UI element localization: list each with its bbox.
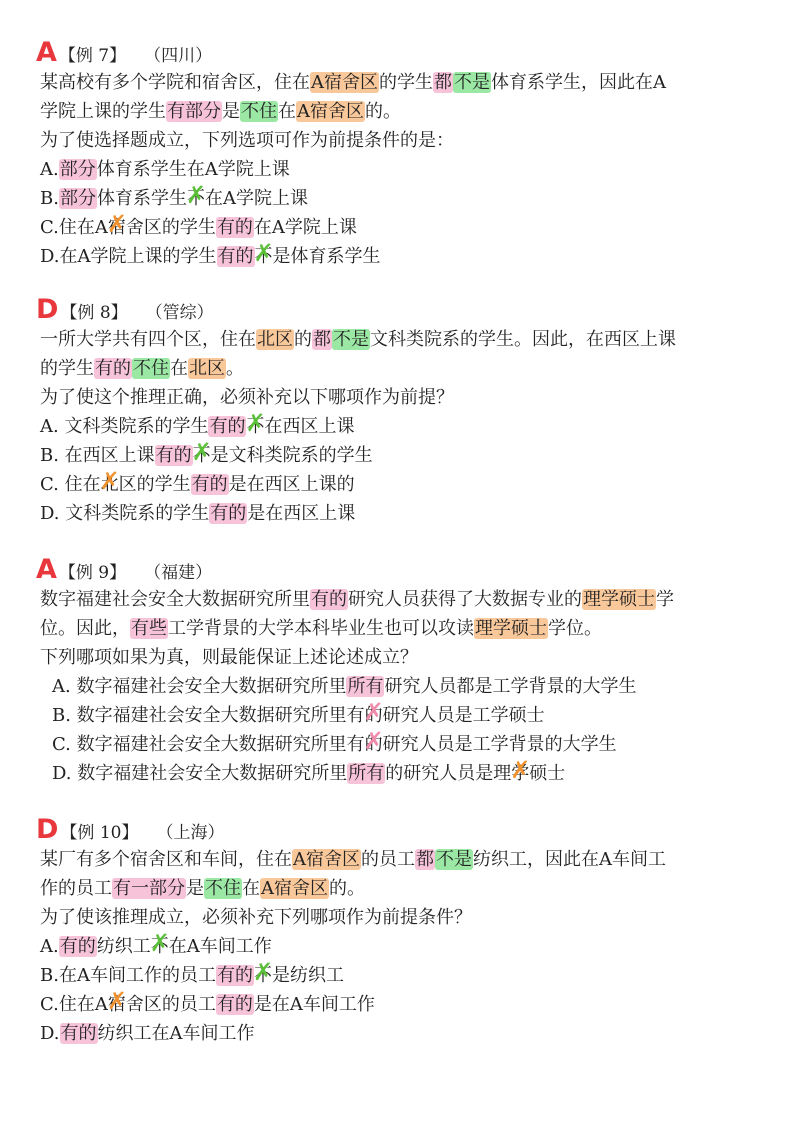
cross-mark-orange: 北 ✗: [101, 470, 119, 499]
cross-mark-green: 不 ✗: [255, 242, 273, 271]
highlight-pink: 有的: [216, 217, 253, 238]
text-run: 研究人员是工学硕士: [382, 705, 545, 726]
highlight-orange: A宿舍区: [311, 72, 378, 93]
text-run: 的员工: [361, 849, 415, 870]
text-run: C. 住在: [40, 474, 101, 495]
text-run: 某厂有多个宿舍区和车间，住在: [40, 849, 292, 870]
highlight-pink: 有的: [217, 246, 254, 267]
text-run: 在: [278, 101, 296, 122]
option-b: [40, 961, 770, 990]
text-run: 的研究人员是理: [385, 763, 512, 784]
option-b: [40, 441, 770, 470]
text-run: A. 数字福建社会安全大数据研究所里: [52, 676, 347, 697]
text-run: 某高校有多个学院和宿舍区，住在: [40, 72, 310, 93]
option-c: [40, 213, 770, 242]
highlight-pink: 有的: [60, 1023, 97, 1044]
highlight-green: 不住: [133, 358, 169, 379]
text-run: 学位。: [548, 618, 602, 639]
text-run: 文科类院系的学生。因此，在西区上课: [370, 329, 676, 350]
text-run: 在西区上课: [264, 416, 355, 437]
problem-source: （上海）: [156, 822, 225, 843]
text-run: 。: [226, 358, 244, 379]
text-run: B.: [40, 188, 59, 209]
text-run: 学: [656, 589, 674, 610]
text-run: 纺织工: [96, 936, 151, 957]
text-run: 在A学院上课: [253, 217, 357, 238]
problem-title: 【例 8】: [60, 302, 128, 323]
option-d: [40, 499, 770, 528]
text-run: 硕士: [529, 763, 566, 784]
stem-line: [40, 68, 770, 97]
option-c: [40, 730, 770, 759]
text-run: 的: [294, 329, 312, 350]
highlight-green: 不住: [241, 101, 277, 122]
option-c: [40, 470, 770, 499]
highlight-orange: A宿舍区: [297, 101, 364, 122]
text-run: D. 数字福建社会安全大数据研究所里: [52, 763, 348, 784]
highlight-green: 不是: [333, 329, 369, 350]
text-run: 研究人员获得了大数据专业的: [348, 589, 582, 610]
stem-line: [40, 354, 770, 383]
text-run: 在A学院上课: [204, 188, 308, 209]
text-run: 纺织工在A车间工作: [97, 1023, 255, 1044]
text-run: 舍区的学生: [125, 217, 216, 238]
highlight-pink: 部分: [59, 188, 96, 209]
stem-line: [40, 97, 770, 126]
text-run: 的。: [329, 878, 365, 899]
highlight-pink: 有的: [209, 416, 246, 437]
text-run: 是在西区上课的: [228, 474, 355, 495]
problem-heading: [36, 815, 224, 845]
text-run: B.在A车间工作的员工: [40, 965, 216, 986]
stem-line: [40, 874, 770, 903]
highlight-orange: A宿舍区: [261, 878, 328, 899]
highlight-pink: 所有: [347, 676, 384, 697]
text-run: 是: [222, 101, 240, 122]
answer-mark: A: [36, 37, 57, 68]
option-d: [40, 759, 770, 788]
highlight-pink: 有些: [131, 618, 167, 639]
text-run: A.: [40, 159, 59, 180]
text-run: 是纺织工: [271, 965, 344, 986]
text-run: 纺织工，因此在A车间工: [473, 849, 666, 870]
text-run: 在: [242, 878, 260, 899]
text-run: 学院上课的学生: [40, 101, 166, 122]
cross-mark-green: 不 ✗: [193, 441, 211, 470]
answer-mark: D: [36, 814, 59, 845]
text-run: 位。因此，: [40, 618, 130, 639]
highlight-pink: 有的: [59, 936, 96, 957]
highlight-orange: 北区: [189, 358, 225, 379]
text-run: A. 文科类院系的学生: [40, 416, 209, 437]
text-run: B. 在西区上课: [40, 445, 155, 466]
option-a: [40, 672, 770, 701]
text-run: 是在A车间工作: [253, 994, 375, 1015]
stem-line: [40, 585, 770, 614]
cross-mark-green: 不 ✗: [246, 412, 264, 441]
text-run: 区的学生: [118, 474, 191, 495]
text-run: 体育系学生: [96, 188, 187, 209]
highlight-pink: 有部分: [167, 101, 221, 122]
question-line: 为了使选择题成立，下列选项可作为前提条件的是：: [40, 130, 454, 151]
option-c: [40, 990, 770, 1019]
text-run: 的学生: [40, 358, 94, 379]
cross-mark-orange: 宿 ✗: [108, 990, 126, 1019]
text-run: 在: [170, 358, 188, 379]
text-run: C.住在A: [40, 217, 108, 238]
option-b: [40, 701, 770, 730]
option-b: [40, 184, 770, 213]
question-line: 为了使这个推理正确，必须补充以下哪项作为前提？: [40, 387, 454, 408]
highlight-green: 不住: [205, 878, 241, 899]
text-run: D.: [40, 1023, 60, 1044]
problem-heading: [36, 555, 212, 585]
highlight-pink: 有的: [155, 445, 192, 466]
problem-source: （管综）: [145, 302, 214, 323]
highlight-pink: 都: [434, 72, 452, 93]
cross-mark-pink: 的 ✗: [365, 730, 383, 759]
text-run: C.住在A: [40, 994, 108, 1015]
highlight-pink: 所有: [348, 763, 385, 784]
highlight-pink: 都: [416, 849, 434, 870]
problem-body: [40, 68, 770, 271]
highlight-pink: 有的: [210, 503, 247, 524]
stem-line: [40, 325, 770, 354]
highlight-orange: 北区: [257, 329, 293, 350]
answer-mark: D: [36, 294, 59, 325]
highlight-pink: 有的: [311, 589, 347, 610]
highlight-pink: 都: [313, 329, 331, 350]
text-run: D. 文科类院系的学生: [40, 503, 210, 524]
stem-line: [40, 845, 770, 874]
problem-title: 【例 10】: [60, 822, 139, 843]
text-run: 的学生: [379, 72, 433, 93]
cross-mark-green: 不 ✗: [151, 932, 169, 961]
text-run: D.在A学院上课的学生: [40, 246, 217, 267]
highlight-green: 不是: [454, 72, 490, 93]
highlight-orange: 理学硕士: [583, 589, 655, 610]
text-run: A.: [40, 936, 59, 957]
option-d: [40, 242, 770, 271]
stem-line: [40, 614, 770, 643]
text-run: 数字福建社会安全大数据研究所里: [40, 589, 310, 610]
text-run: 是: [186, 878, 204, 899]
problem-body: [40, 845, 770, 1048]
option-a: [40, 155, 770, 184]
text-run: 是文科类院系的学生: [210, 445, 373, 466]
problem-title: 【例 7】: [58, 45, 127, 66]
problem-title: 【例 9】: [58, 562, 127, 583]
cross-mark-green: 不 ✗: [254, 961, 272, 990]
answer-mark: A: [36, 554, 57, 585]
problem-source: （四川）: [144, 45, 213, 66]
highlight-green: 不是: [436, 849, 472, 870]
cross-mark-orange: 宿 ✗: [108, 213, 126, 242]
problem-body: [40, 585, 770, 788]
highlight-pink: 有的: [191, 474, 228, 495]
cross-mark-orange: 学 ✗: [511, 759, 529, 788]
option-a: [40, 932, 770, 961]
option-d: [40, 1019, 770, 1048]
text-run: 舍区的员工: [125, 994, 216, 1015]
question-line: 为了使该推理成立，必须补充下列哪项作为前提条件？: [40, 907, 472, 928]
cross-mark-green: 不 ✗: [187, 184, 205, 213]
text-run: 的。: [365, 101, 401, 122]
highlight-pink: 有的: [216, 994, 253, 1015]
highlight-orange: 理学硕士: [475, 618, 547, 639]
highlight-pink: 部分: [59, 159, 96, 180]
text-run: 在A车间工作: [168, 936, 272, 957]
highlight-orange: A宿舍区: [293, 849, 360, 870]
problem-body: [40, 325, 770, 528]
text-run: 研究人员都是工学背景的大学生: [384, 676, 637, 697]
text-run: 研究人员是工学背景的大学生: [382, 734, 617, 755]
highlight-pink: 有一部分: [113, 878, 185, 899]
text-run: 体育系学生，因此在A: [491, 72, 666, 93]
text-run: 体育系学生在A学院上课: [96, 159, 290, 180]
problem-heading: [36, 38, 212, 68]
text-run: 工学背景的大学本科毕业生也可以攻读: [168, 618, 474, 639]
highlight-pink: 有的: [216, 965, 253, 986]
text-run: 是体育系学生: [272, 246, 381, 267]
problem-heading: [36, 295, 214, 325]
option-a: [40, 412, 770, 441]
text-run: 一所大学共有四个区，住在: [40, 329, 256, 350]
highlight-pink: 有的: [95, 358, 131, 379]
text-run: C. 数字福建社会安全大数据研究所里有: [52, 734, 365, 755]
cross-mark-pink: 的 ✗: [365, 701, 383, 730]
text-run: 作的员工: [40, 878, 112, 899]
text-run: B. 数字福建社会安全大数据研究所里有: [52, 705, 365, 726]
text-run: 是在西区上课: [247, 503, 356, 524]
problem-source: （福建）: [144, 562, 213, 583]
question-line: 下列哪项如果为真，则最能保证上述论述成立？: [40, 647, 418, 668]
